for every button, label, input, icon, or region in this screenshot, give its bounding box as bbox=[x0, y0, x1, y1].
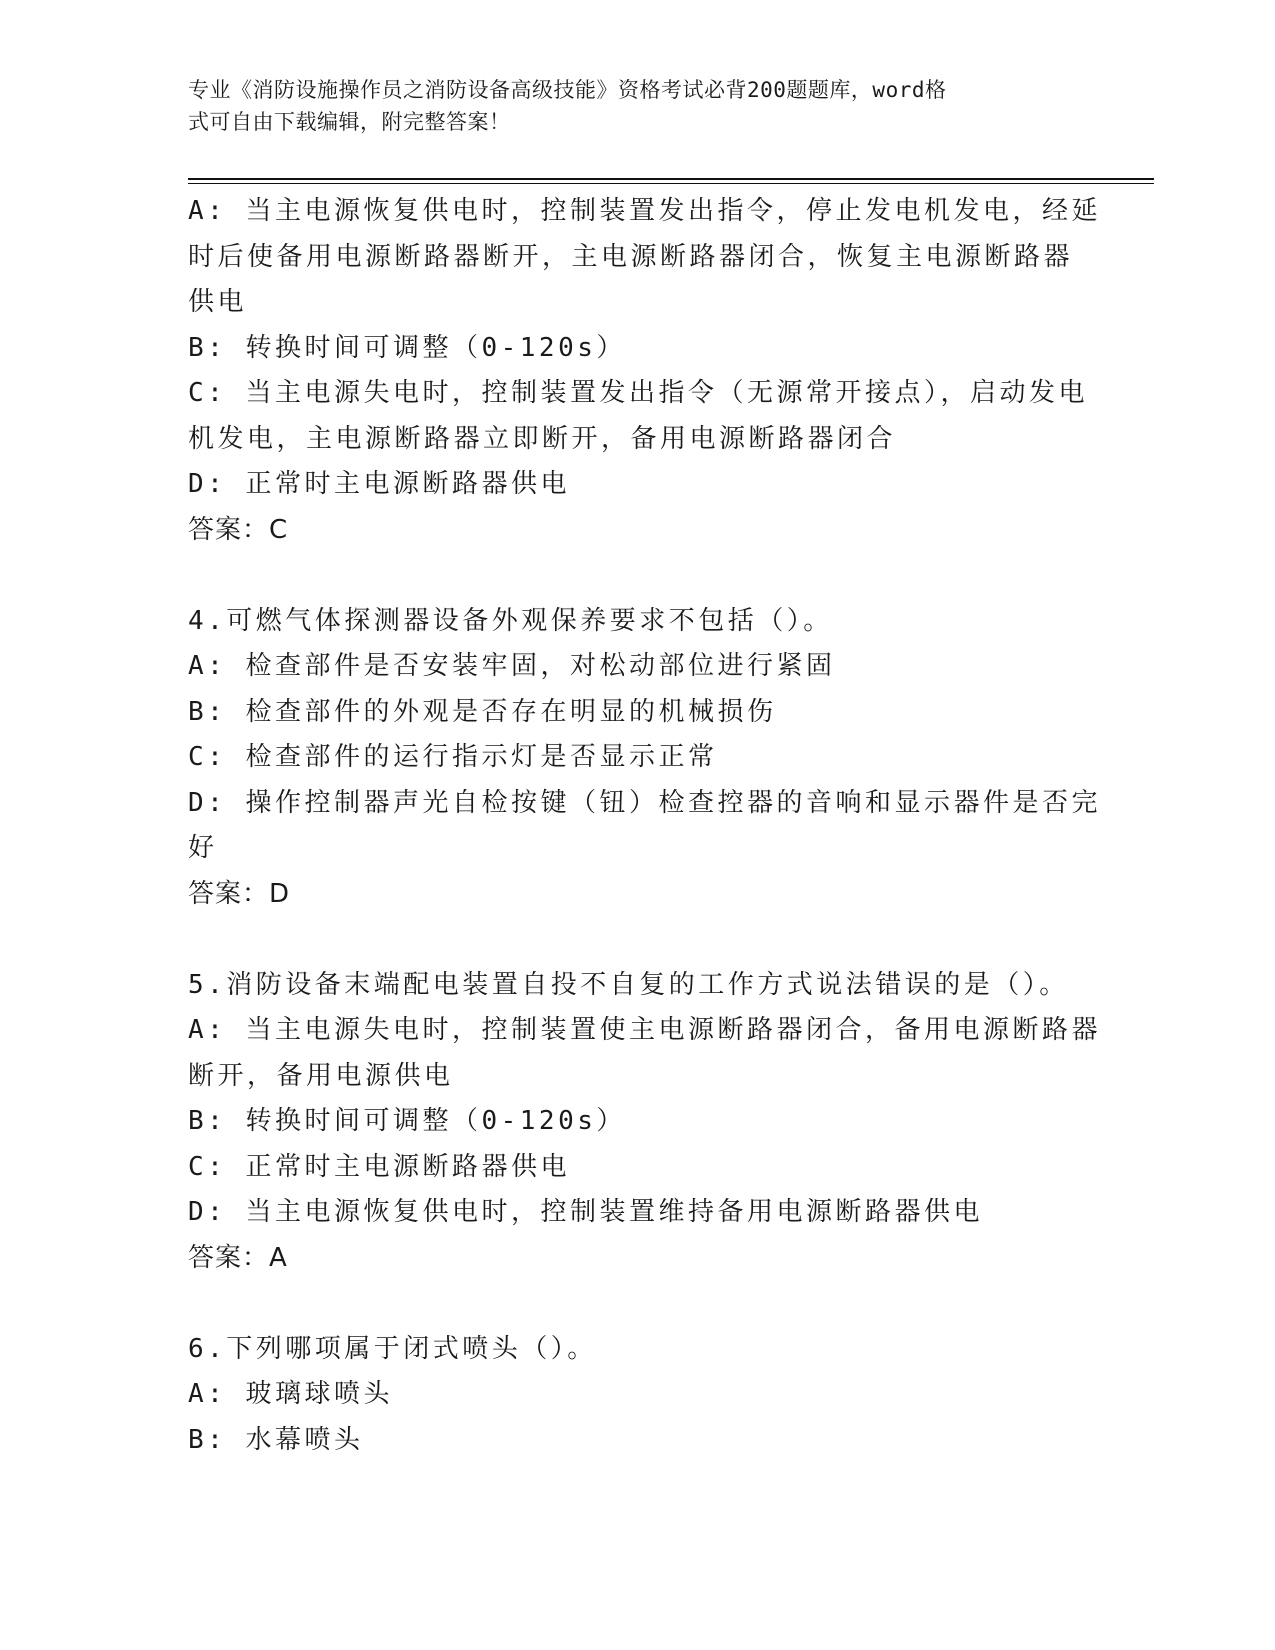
q6-option-a: A: 玻璃球喷头 bbox=[188, 1379, 393, 1409]
q3-option-a-line-1: A: 当主电源恢复供电时，控制装置发出指令，停止发电机发电，经延 bbox=[188, 196, 1101, 226]
question-4 bbox=[188, 599, 1101, 918]
q4-answer: 答案：D bbox=[188, 878, 291, 909]
header-divider-thin bbox=[188, 183, 1154, 184]
header-line-1: 专业《消防设施操作员之消防设备高级技能》资格考试必背200题题库，word格 bbox=[188, 78, 947, 102]
q3-answer: 答案：C bbox=[188, 514, 289, 545]
q4-option-b: B: 检查部件的外观是否存在明显的机械损伤 bbox=[188, 696, 777, 727]
spacer bbox=[188, 553, 1088, 599]
q6-question: 6.下列哪项属于闭式喷头（）。 bbox=[188, 1333, 597, 1364]
q5-option-a-line-2: 断开，备用电源供电 bbox=[188, 1060, 454, 1091]
q3-option-c-line-1: C: 当主电源失电时，控制装置发出指令（无源常开接点），启动发电 bbox=[188, 378, 1088, 408]
spacer bbox=[188, 917, 1088, 963]
q5-option-c: C: 正常时主电源断路器供电 bbox=[188, 1151, 570, 1182]
q5-option-a-line-1: A: 当主电源失电时，控制装置使主电源断路器闭合，备用电源断路器 bbox=[188, 1015, 1101, 1045]
question-3 bbox=[188, 189, 1101, 553]
spacer bbox=[188, 1281, 1088, 1327]
header-line-2: 式可自由下载编辑，附完整答案！ bbox=[188, 110, 511, 134]
q5-option-b: B: 转换时间可调整（0-120s） bbox=[188, 1106, 626, 1136]
question-6 bbox=[188, 1327, 1088, 1464]
question-5 bbox=[188, 963, 1101, 1282]
q4-option-d-line-1: D: 操作控制器声光自检按键（钮）检查控器的音响和显示器件是否完 bbox=[188, 787, 1101, 818]
q4-option-a: A: 检查部件是否安装牢固，对松动部位进行紧固 bbox=[188, 651, 836, 681]
q4-question: 4.可燃气体探测器设备外观保养要求不包括（）。 bbox=[188, 605, 833, 636]
q5-answer: 答案：A bbox=[188, 1242, 288, 1273]
q4-option-c: C: 检查部件的运行指示灯是否显示正常 bbox=[188, 742, 718, 772]
document-header bbox=[188, 74, 1088, 138]
q3-option-b: B: 转换时间可调整（0-120s） bbox=[188, 332, 626, 363]
q5-question: 5.消防设备末端配电装置自投不自复的工作方式说法错误的是（）。 bbox=[188, 969, 1069, 1000]
q3-option-a-line-2: 时后使备用电源断路器断开，主电源断路器闭合，恢复主电源断路器 bbox=[188, 241, 1074, 272]
question-list bbox=[188, 189, 1101, 1463]
q3-option-d: D: 正常时主电源断路器供电 bbox=[188, 469, 570, 499]
q3-option-a-line-3: 供电 bbox=[188, 287, 248, 317]
q3-option-c-line-2: 机发电，主电源断路器立即断开，备用电源断路器闭合 bbox=[188, 423, 897, 454]
q5-option-d: D: 当主电源恢复供电时，控制装置维持备用电源断路器供电 bbox=[188, 1197, 983, 1227]
q4-option-d-line-2: 好 bbox=[188, 833, 218, 863]
header-divider-thick bbox=[188, 178, 1154, 180]
q6-option-b: B: 水幕喷头 bbox=[188, 1424, 364, 1455]
